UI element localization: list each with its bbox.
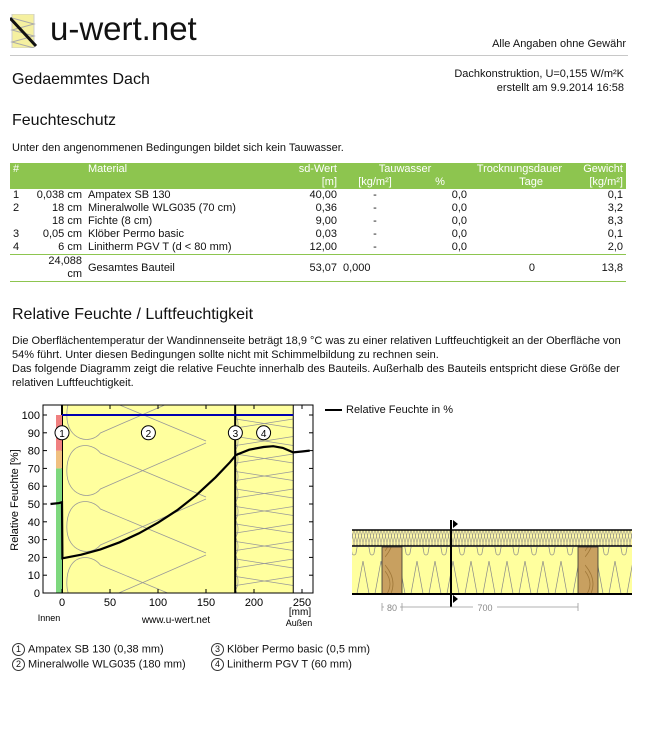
dimension-rafter: 80 [386, 603, 398, 613]
layer-marker-label: 1 [59, 428, 65, 440]
layer-thickness: 18 cm [52, 202, 82, 214]
layer-weight: 0,1 [607, 189, 623, 201]
table-total-row [10, 255, 626, 282]
layer-number-badge: 4 [211, 658, 224, 671]
y-tick-label: 100 [21, 410, 40, 422]
layer-sd: 9,00 [315, 215, 337, 227]
x-axis-unit: [mm] [288, 607, 312, 618]
legend-line-swatch [325, 409, 342, 411]
layer-sd: 0,03 [315, 228, 337, 240]
layer-weight: 2,0 [607, 241, 623, 253]
layer-legend-label: Ampatex SB 130 (0,38 mm) [28, 643, 164, 656]
layer-legend-3 [211, 643, 370, 656]
layer-condensate-pct: 0,0 [451, 241, 467, 253]
x-tick-label: 50 [103, 597, 117, 609]
layer-number-badge: 3 [211, 643, 224, 656]
layer-legend-1 [12, 643, 164, 656]
humidity-para-1: Die Oberflächentemperatur der Wandinnenseite beträgt 18,9 °C was zu einer relativen Luftfeuchtigkeit an der Oberfläche von 54% führt. Unter diesen Bedingungen sollte nicht mit Schimmelbildung zu rechnen sein. [12, 335, 621, 361]
logo-text: u-wert.net [50, 10, 197, 47]
layer-number-badge: 1 [12, 643, 25, 656]
layer-weight: 0,1 [607, 228, 623, 240]
chart-legend [325, 404, 453, 416]
section-drawing [345, 515, 635, 615]
layer-material: Fichte (8 cm) [88, 215, 153, 227]
layer-weight: 8,3 [607, 215, 623, 227]
layer-legend-2 [12, 658, 186, 671]
risk-band [56, 451, 62, 469]
col-num: # [10, 163, 30, 176]
layer-material: Mineralwolle WLG035 (70 cm) [88, 202, 236, 214]
table-row [10, 215, 626, 228]
section-marker-bottom-icon [453, 595, 458, 603]
layer-legend-4 [211, 658, 352, 671]
layer-weight: 3,2 [607, 202, 623, 214]
layer-condensate: - [373, 189, 377, 201]
logo [10, 14, 44, 48]
layer-4-board [352, 530, 632, 546]
layer-sd: 40,00 [309, 189, 337, 201]
layer-thickness: 0,038 cm [36, 189, 82, 201]
y-tick-label: 20 [27, 552, 40, 565]
header-divider [10, 55, 628, 56]
layer-num: 3 [13, 228, 20, 240]
rafter-right [578, 547, 598, 594]
layer-drying [470, 215, 565, 228]
layer-condensate-pct: 0,0 [451, 202, 467, 214]
moisture-text: Unter den angenommenen Bedingungen bildet sich kein Tauwasser. [12, 142, 344, 154]
y-tick-label: 40 [27, 516, 40, 529]
outside-label: Außen [285, 618, 313, 628]
col-weight-unit: [kg/m²] [565, 176, 626, 189]
layer-drying [470, 202, 565, 215]
layer-num: 4 [13, 241, 20, 253]
table-row [10, 189, 626, 202]
layer-sd: 12,00 [309, 241, 337, 253]
disclaimer: Alle Angaben ohne Gewähr [492, 38, 626, 50]
layer-thickness: 0,05 cm [42, 228, 82, 240]
layer-legend-label: Mineralwolle WLG035 (180 mm) [28, 658, 186, 671]
layer-condensate-pct: 0,0 [451, 215, 467, 227]
y-tick-label: 50 [27, 499, 40, 511]
layer-legend-label: Klöber Permo basic (0,5 mm) [227, 643, 371, 656]
y-tick-label: 90 [27, 427, 40, 440]
layer-thickness: 18 cm [52, 215, 82, 227]
dimension-spacing: 700 [477, 603, 493, 613]
table-header-row-1 [10, 163, 626, 176]
col-drying-unit: Tage [470, 176, 565, 189]
inside-label: Innen [37, 613, 61, 623]
risk-band [56, 468, 62, 593]
total-drying: 0 [470, 255, 565, 282]
watermark: www.u-wert.net [141, 615, 211, 626]
col-material: Material [85, 163, 295, 176]
layer-num [10, 215, 30, 228]
total-weight: 13,8 [565, 255, 626, 282]
total-sd: 53,07 [295, 255, 340, 282]
col-condensate-pct: % [410, 176, 470, 189]
layer-legend-label: Linitherm PGV T (60 mm) [227, 658, 352, 671]
col-condensate: Tauwasser [340, 163, 470, 176]
y-tick-label: 0 [33, 588, 40, 600]
page-title: Gedaemmtes Dach [12, 71, 150, 88]
y-tick-label: 30 [27, 534, 40, 547]
layer-condensate: - [373, 202, 377, 214]
layer-num: 2 [13, 202, 20, 214]
layer-drying [470, 228, 565, 241]
x-tick-label: 250 [292, 597, 312, 609]
x-tick-label: 150 [196, 597, 216, 609]
section-marker-top-icon [453, 520, 458, 528]
y-tick-label: 80 [27, 445, 40, 458]
layer-condensate: - [373, 228, 377, 240]
table-row [10, 241, 626, 255]
layer-table [10, 163, 626, 282]
layer-material: Ampatex SB 130 [88, 189, 171, 201]
y-tick-label: 10 [27, 570, 40, 583]
legend-label: Relative Feuchte in % [346, 404, 453, 416]
x-tick-label: 100 [148, 597, 168, 609]
x-tick-label: 0 [58, 597, 66, 609]
layer-drying [470, 189, 565, 202]
y-tick-label: 60 [27, 481, 40, 494]
layer-marker-label: 2 [145, 428, 152, 440]
col-sd-unit: [m] [295, 176, 340, 189]
table-row [10, 228, 626, 241]
col-drying: Trocknungsdauer [470, 163, 565, 176]
layer-marker-label: 4 [260, 428, 267, 440]
layer-condensate: - [373, 241, 377, 253]
layer-condensate-pct: 0,0 [451, 228, 467, 240]
layer-thickness: 6 cm [58, 241, 82, 253]
layer-sd: 0,36 [315, 202, 337, 214]
table-header-row-2 [10, 176, 626, 189]
layer-drying [470, 241, 565, 255]
humidity-text [12, 334, 627, 390]
layer-marker-label: 3 [232, 428, 239, 440]
layer-condensate: - [373, 215, 377, 227]
col-condensate-unit: [kg/m²] [340, 176, 410, 189]
layer-number-badge: 2 [12, 658, 25, 671]
col-weight: Gewicht [565, 163, 626, 176]
logo-icon [10, 14, 44, 48]
rafter-left [382, 547, 402, 594]
moisture-heading: Feuchteschutz [12, 112, 117, 129]
layer-material: Klöber Permo basic [88, 228, 184, 240]
y-axis-label: Relative Feuchte [%] [9, 449, 21, 551]
y-tick-label: 70 [27, 463, 40, 476]
layer-condensate-pct: 0,0 [451, 189, 467, 201]
construction-u-value: Dachkonstruktion, U=0,155 W/m²K [454, 68, 624, 80]
table-row [10, 202, 626, 215]
humidity-heading: Relative Feuchte / Luftfeuchtigkeit [12, 306, 254, 323]
layer-material: Linitherm PGV T (d < 80 mm) [88, 241, 232, 253]
total-condensate: 0,000 [340, 255, 410, 282]
construction-meta [454, 67, 624, 95]
total-thickness: 24,088 cm [30, 255, 85, 282]
humidity-chart [0, 400, 330, 632]
layer-num: 1 [13, 189, 20, 201]
col-sd: sd-Wert [295, 163, 340, 176]
created-date: erstellt am 9.9.2014 16:58 [496, 82, 624, 94]
humidity-para-2: Das folgende Diagramm zeigt die relative Feuchte innerhalb des Bauteils. Außerhalb des Bauteils entspricht diese Größe der relativen Luftfeuchtigkeit. [12, 363, 620, 389]
x-tick-label: 200 [244, 597, 264, 609]
total-material: Gesamtes Bauteil [85, 255, 295, 282]
